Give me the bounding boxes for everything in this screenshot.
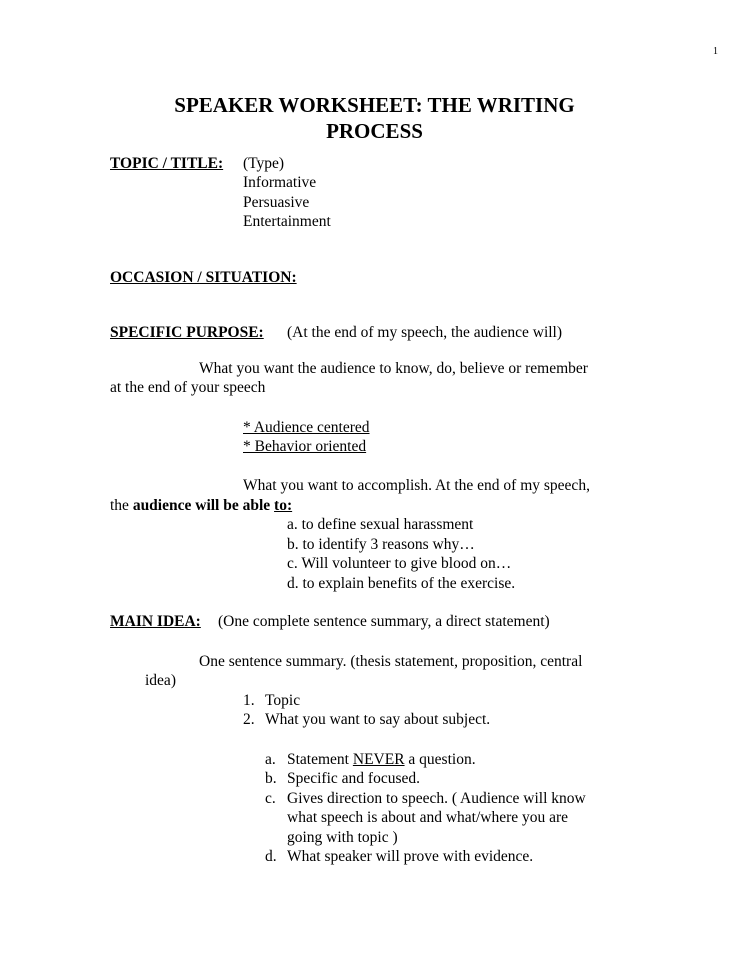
lettered-item-c-line-3: going with topic ) [287, 829, 398, 846]
topic-type-informative: Informative [243, 174, 317, 191]
purpose-paragraph-2-line-2 [110, 496, 292, 515]
topic-label: TOPIC / TITLE: [110, 155, 224, 172]
example-c: c. Will volunteer to give blood on… [287, 555, 512, 572]
lettered-item-c-line-2: what speech is about and what/where you are [287, 809, 569, 826]
lettered-item-d-text: What speaker will prove with evidence. [287, 848, 534, 865]
purpose-paragraph-1-line-1: What you want the audience to know, do, believe or remember [199, 360, 588, 377]
numbered-item-2-num: 2. [243, 711, 255, 728]
lettered-a-post: a question. [404, 751, 476, 768]
purpose-paragraph-2-line-1: What you want to accomplish. At the end of my speech, [243, 477, 590, 494]
para2-to: to: [274, 497, 293, 514]
specific-purpose-note: (At the end of my speech, the audience will) [287, 324, 563, 341]
lettered-item-a-letter: a. [265, 751, 276, 768]
page-title-line-1: SPEAKER WORKSHEET: THE WRITING [174, 93, 575, 117]
occasion-label: OCCASION / SITUATION: [110, 269, 297, 286]
example-a: a. to define sexual harassment [287, 516, 474, 533]
example-d: d. to explain benefits of the exercise. [287, 575, 516, 592]
lettered-item-c-letter: c. [265, 790, 276, 807]
lettered-item-d-letter: d. [265, 848, 277, 865]
bullet-behavior-oriented: * Behavior oriented [243, 438, 367, 455]
lettered-item-b-text: Specific and focused. [287, 770, 420, 787]
para2-bold: audience will be able [132, 497, 271, 514]
lettered-a-pre: Statement [287, 751, 353, 768]
lettered-a-never: NEVER [352, 751, 405, 768]
lettered-item-b-letter: b. [265, 770, 277, 787]
numbered-item-1-num: 1. [243, 692, 255, 709]
main-idea-label: MAIN IDEA: [110, 613, 201, 630]
main-idea-note: (One complete sentence summary, a direct statement) [218, 613, 550, 630]
topic-note: (Type) [243, 155, 285, 172]
numbered-item-1-text: Topic [265, 692, 301, 709]
example-b: b. to identify 3 reasons why… [287, 536, 475, 553]
page-number: 1 [713, 46, 718, 57]
purpose-paragraph-1-line-2: at the end of your speech [110, 379, 266, 396]
lettered-item-c-line-1: Gives direction to speech. ( Audience will know [287, 790, 586, 807]
para2-the: the [110, 497, 129, 514]
main-idea-paragraph-line-2: idea) [145, 672, 176, 689]
bullet-audience-centered: * Audience centered [243, 419, 370, 436]
main-idea-paragraph-line-1: One sentence summary. (thesis statement, proposition, central [199, 653, 583, 670]
numbered-item-2-text: What you want to say about subject. [265, 711, 491, 728]
topic-type-entertainment: Entertainment [243, 213, 331, 230]
topic-type-persuasive: Persuasive [243, 194, 310, 211]
specific-purpose-label: SPECIFIC PURPOSE: [110, 324, 264, 341]
lettered-item-a-text [287, 750, 476, 769]
page-title-line-2: PROCESS [326, 119, 423, 143]
